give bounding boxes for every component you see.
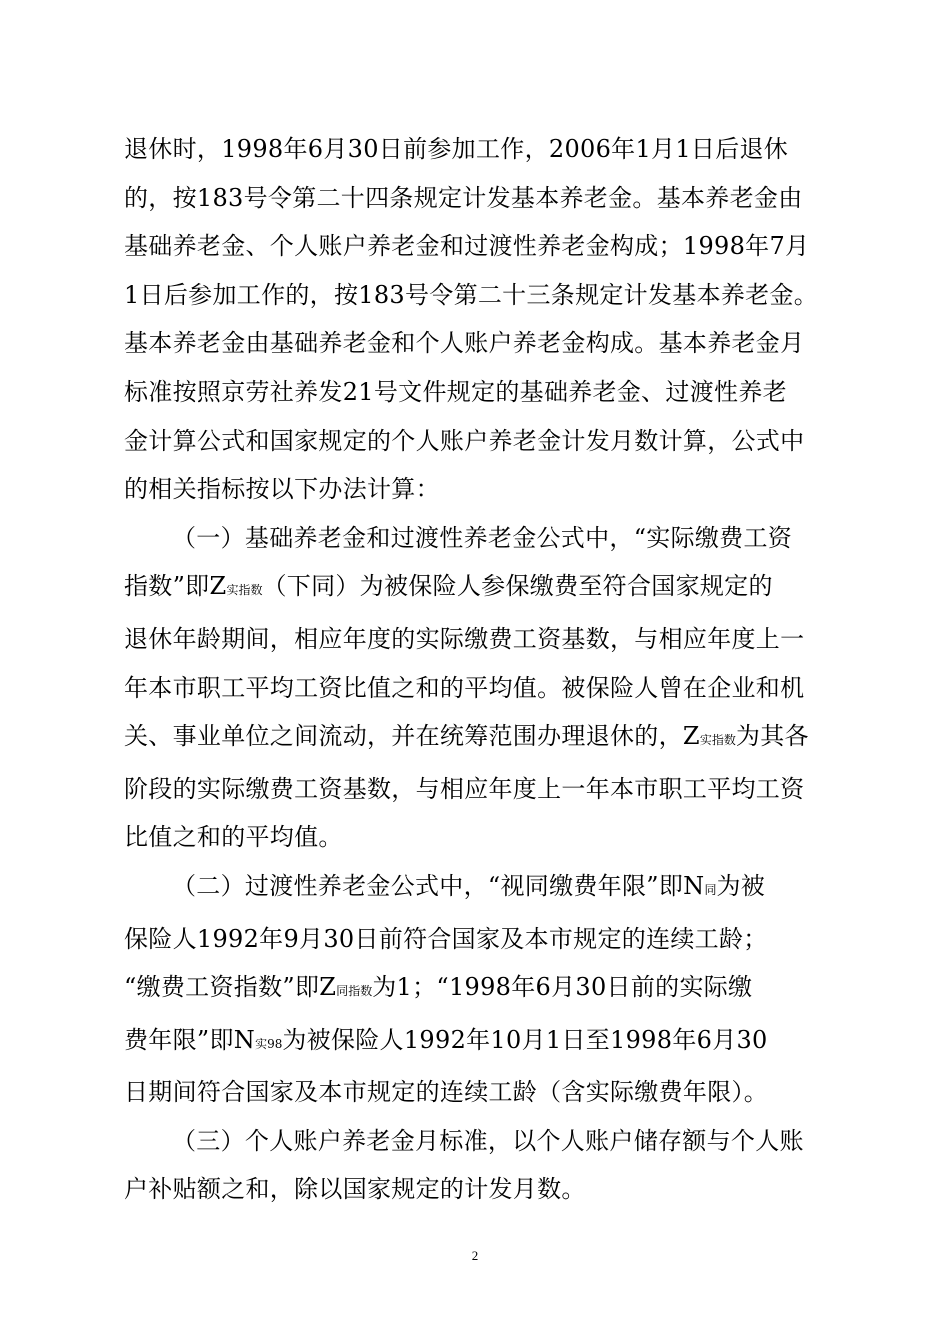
text-line xyxy=(124,562,832,615)
subscript: 实指数 xyxy=(226,583,263,598)
subscript: 实98 xyxy=(255,1036,283,1051)
subscript: 同指数 xyxy=(336,984,373,999)
text-line: 1日后参加工作的，按183号令第二十三条规定计发基本养老金。 xyxy=(124,280,819,309)
text-segment: 关、事业单位之间流动，并在统筹范围办理退休的，Z xyxy=(124,722,700,751)
text-line: 的，按183号令第二十四条规定计发基本养老金。基本养老金由 xyxy=(124,183,803,212)
text-line: 的相关指标按以下办法计算： xyxy=(124,475,440,504)
text-line: 基础养老金、个人账户养老金和过渡性养老金构成；1998年7月 xyxy=(124,232,810,261)
subscript: 同 xyxy=(704,882,717,897)
text-line: 退休年龄期间，相应年度的实际缴费工资基数，与相应年度上一 xyxy=(124,624,805,653)
text-line: （三）个人账户养老金月标准，以个人账户储存额与个人账 xyxy=(172,1126,804,1155)
text-segment: （下同）为被保险人参保缴费至符合国家规定的 xyxy=(262,572,773,601)
paragraph-intro xyxy=(124,125,832,514)
text-segment: “缴费工资指数”即Z xyxy=(124,973,337,1002)
text-segment: 为其各 xyxy=(735,722,809,751)
text-line: （一）基础养老金和过渡性养老金公式中，“实际缴费工资 xyxy=(172,523,793,552)
text-line: 金计算公式和国家规定的个人账户养老金计发月数计算，公式中 xyxy=(124,426,805,455)
text-segment: 为1；“1998年6月30日前的实际缴 xyxy=(372,973,753,1002)
text-line: 户补贴额之和，除以国家规定的计发月数。 xyxy=(124,1175,586,1204)
paragraph-item-3 xyxy=(124,1117,832,1214)
text-segment: 为被保险人1992年10月1日至1998年6月30 xyxy=(282,1025,768,1054)
text-line: 日期间符合国家及本市规定的连续工龄（含实际缴费年限）。 xyxy=(124,1078,769,1107)
paragraph-item-2 xyxy=(124,862,832,1117)
text-segment: （二）过渡性养老金公式中，“视同缴费年限”即N xyxy=(172,871,705,900)
page-number: 2 xyxy=(471,1248,479,1263)
body-text xyxy=(124,125,832,1214)
subscript: 实指数 xyxy=(699,733,736,748)
text-line xyxy=(124,862,832,915)
text-segment: 指数”即Z xyxy=(124,572,227,601)
text-segment: 为被 xyxy=(716,871,766,900)
text-line xyxy=(124,963,832,1016)
text-line: 比值之和的平均值。 xyxy=(124,823,343,852)
text-line: 年本市职工平均工资比值之和的平均值。被保险人曾在企业和机 xyxy=(124,673,805,702)
text-line: 标准按照京劳社养发21号文件规定的基础养老金、过渡性养老 xyxy=(124,377,787,406)
text-line: 基本养老金由基础养老金和个人账户养老金构成。基本养老金月 xyxy=(124,329,805,358)
paragraph-item-1 xyxy=(124,514,832,862)
text-segment: 费年限”即N xyxy=(124,1025,256,1054)
text-line xyxy=(124,1016,832,1069)
text-line: 阶段的实际缴费工资基数，与相应年度上一年本市职工平均工资 xyxy=(124,774,805,803)
text-line: 退休时，1998年6月30日前参加工作，2006年1月1日后退休 xyxy=(124,135,789,163)
text-line xyxy=(124,712,832,765)
text-line: 保险人1992年9月30日前符合国家及本市规定的连续工龄； xyxy=(124,924,768,953)
